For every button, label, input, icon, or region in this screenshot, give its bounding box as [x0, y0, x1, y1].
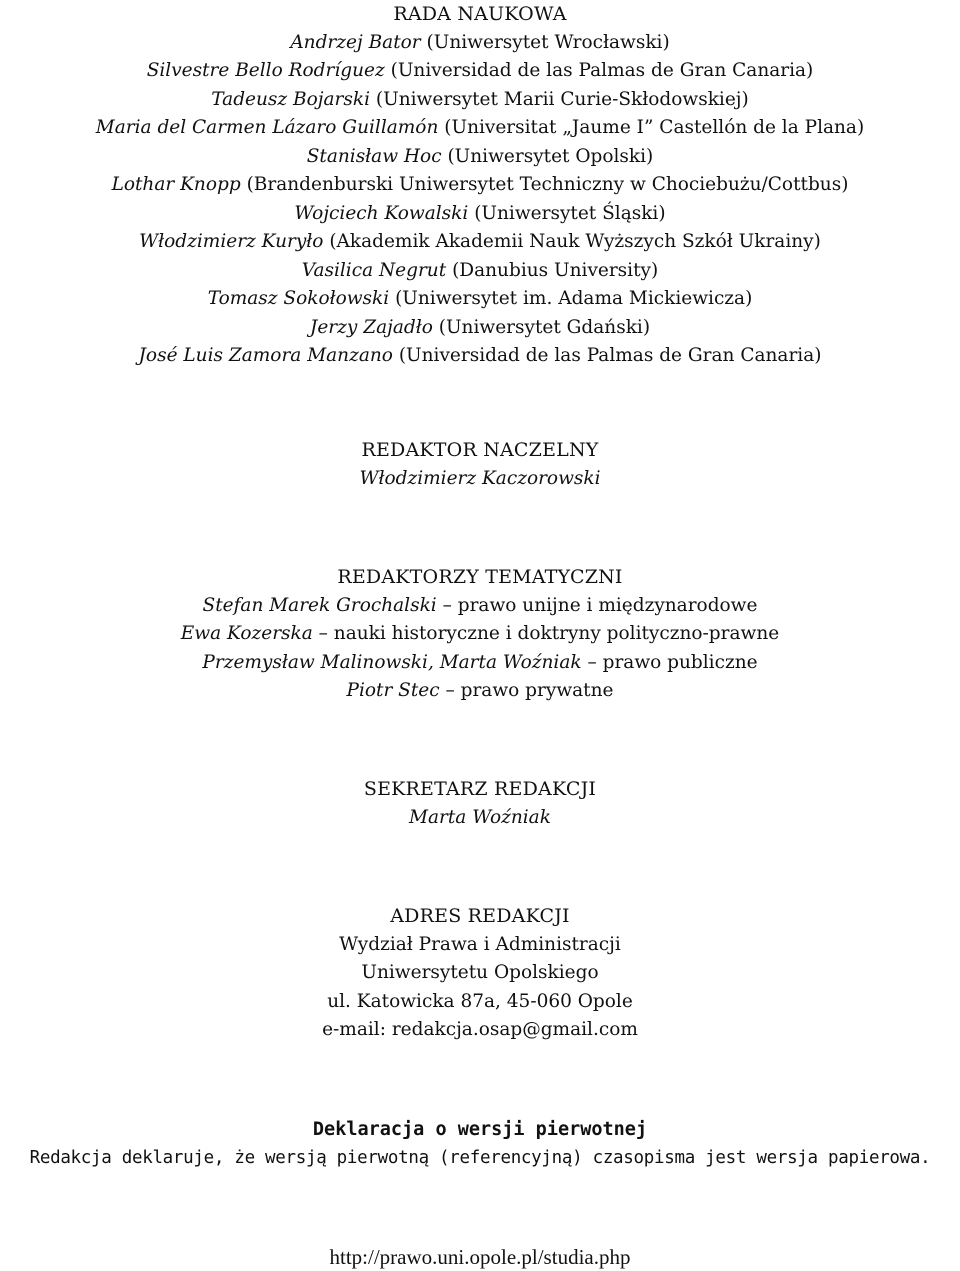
council-member	[0, 285, 960, 314]
member-name: José Luis Zamora Manzano	[138, 345, 393, 366]
council-member	[0, 342, 960, 371]
member-affiliation: (Akademik Akademii Nauk Wyższych Szkół Ukrainy)	[329, 231, 821, 252]
footer-section	[0, 1243, 960, 1271]
member-name: Tadeusz Bojarski	[211, 88, 370, 110]
member-name: Maria del Carmen Lázaro Guillamón	[95, 117, 439, 138]
editor-in-chief-section	[0, 436, 960, 493]
address-line: Wydział Prawa i Administracji	[339, 933, 621, 955]
council-member	[0, 200, 960, 229]
member-name: Vasilica Negrut	[301, 259, 447, 281]
council-member	[0, 86, 960, 115]
member-affiliation: (Universidad de las Palmas de Gran Canaria)	[390, 60, 814, 81]
scientific-council-heading: RADA NAUKOWA	[393, 3, 567, 25]
member-affiliation: (Uniwersytet Gdański)	[438, 316, 651, 338]
editor-topic: – prawo unijne i międzynarodowe	[442, 594, 758, 616]
journal-url-link[interactable]: http://prawo.uni.opole.pl/studia.php	[329, 1245, 631, 1269]
thematic-editor	[0, 620, 960, 649]
address-email: e-mail: redakcja.osap@gmail.com	[322, 1019, 638, 1040]
member-name: Stanisław Hoc	[306, 145, 442, 167]
thematic-editor	[0, 649, 960, 678]
editorial-secretary-section	[0, 775, 960, 832]
declaration-title: Deklaracja o wersji pierwotnej	[312, 1119, 648, 1140]
editorial-address-heading: ADRES REDAKCJI	[390, 905, 570, 927]
editor-name: Piotr Stec	[346, 680, 440, 701]
editor-name: Ewa Kozerska	[180, 623, 313, 644]
editor-topic: – prawo prywatne	[445, 680, 614, 701]
council-member	[0, 257, 960, 286]
member-name: Wojciech Kowalski	[294, 202, 469, 224]
thematic-editors-section	[0, 563, 960, 706]
editor-in-chief-name: Włodzimierz Kaczorowski	[359, 467, 601, 489]
member-affiliation: (Uniwersytet Wrocławski)	[426, 31, 670, 53]
editor-topic: – prawo publiczne	[587, 651, 758, 673]
member-affiliation: (Universitat „Jaume I” Castellón de la Plana)	[444, 117, 865, 138]
declaration-text: Redakcja deklaruje, że wersją pierwotną (referencyjną) czasopisma jest wersja papierowa.	[29, 1148, 931, 1168]
editorial-secretary-name: Marta Woźniak	[409, 806, 551, 828]
council-member	[0, 143, 960, 172]
council-member	[0, 114, 960, 143]
member-affiliation: (Uniwersytet im. Adama Mickiewicza)	[395, 288, 753, 309]
member-affiliation: (Uniwersytet Śląski)	[474, 202, 666, 224]
council-member	[0, 314, 960, 343]
council-member	[0, 57, 960, 86]
editor-name: Przemysław Malinowski, Marta Woźniak	[202, 651, 582, 673]
scientific-council-section	[0, 0, 960, 371]
address-line: ul. Katowicka 87a, 45-060 Opole	[327, 990, 633, 1012]
member-name: Tomasz Sokołowski	[207, 288, 390, 309]
member-affiliation: (Brandenburski Uniwersytet Techniczny w Chociebużu/Cottbus)	[246, 174, 849, 195]
editor-name: Stefan Marek Grochalski	[202, 594, 437, 616]
thematic-editor	[0, 592, 960, 621]
thematic-editor	[0, 677, 960, 706]
member-name: Jerzy Zajadło	[309, 316, 433, 338]
thematic-editors-heading: REDAKTORZY TEMATYCZNI	[337, 566, 623, 588]
declaration-section	[0, 1116, 960, 1172]
council-member	[0, 29, 960, 58]
member-affiliation: (Danubius University)	[452, 259, 659, 281]
editor-in-chief-heading: REDAKTOR NACZELNY	[361, 439, 599, 461]
editorial-secretary-heading: SEKRETARZ REDAKCJI	[363, 778, 597, 800]
member-affiliation: (Uniwersytet Marii Curie-Skłodowskiej)	[375, 88, 749, 110]
member-name: Andrzej Bator	[290, 31, 421, 53]
member-affiliation: (Universidad de las Palmas de Gran Canaria)	[398, 345, 822, 366]
editor-topic: – nauki historyczne i doktryny polityczno-prawne	[318, 623, 780, 644]
council-member	[0, 228, 960, 257]
member-affiliation: (Uniwersytet Opolski)	[447, 145, 654, 167]
address-line: Uniwersytetu Opolskiego	[361, 962, 599, 983]
member-name: Silvestre Bello Rodríguez	[146, 60, 385, 81]
council-member	[0, 171, 960, 200]
member-name: Włodzimierz Kuryło	[139, 231, 324, 252]
member-name: Lothar Knopp	[111, 174, 241, 195]
editorial-address-section	[0, 902, 960, 1045]
